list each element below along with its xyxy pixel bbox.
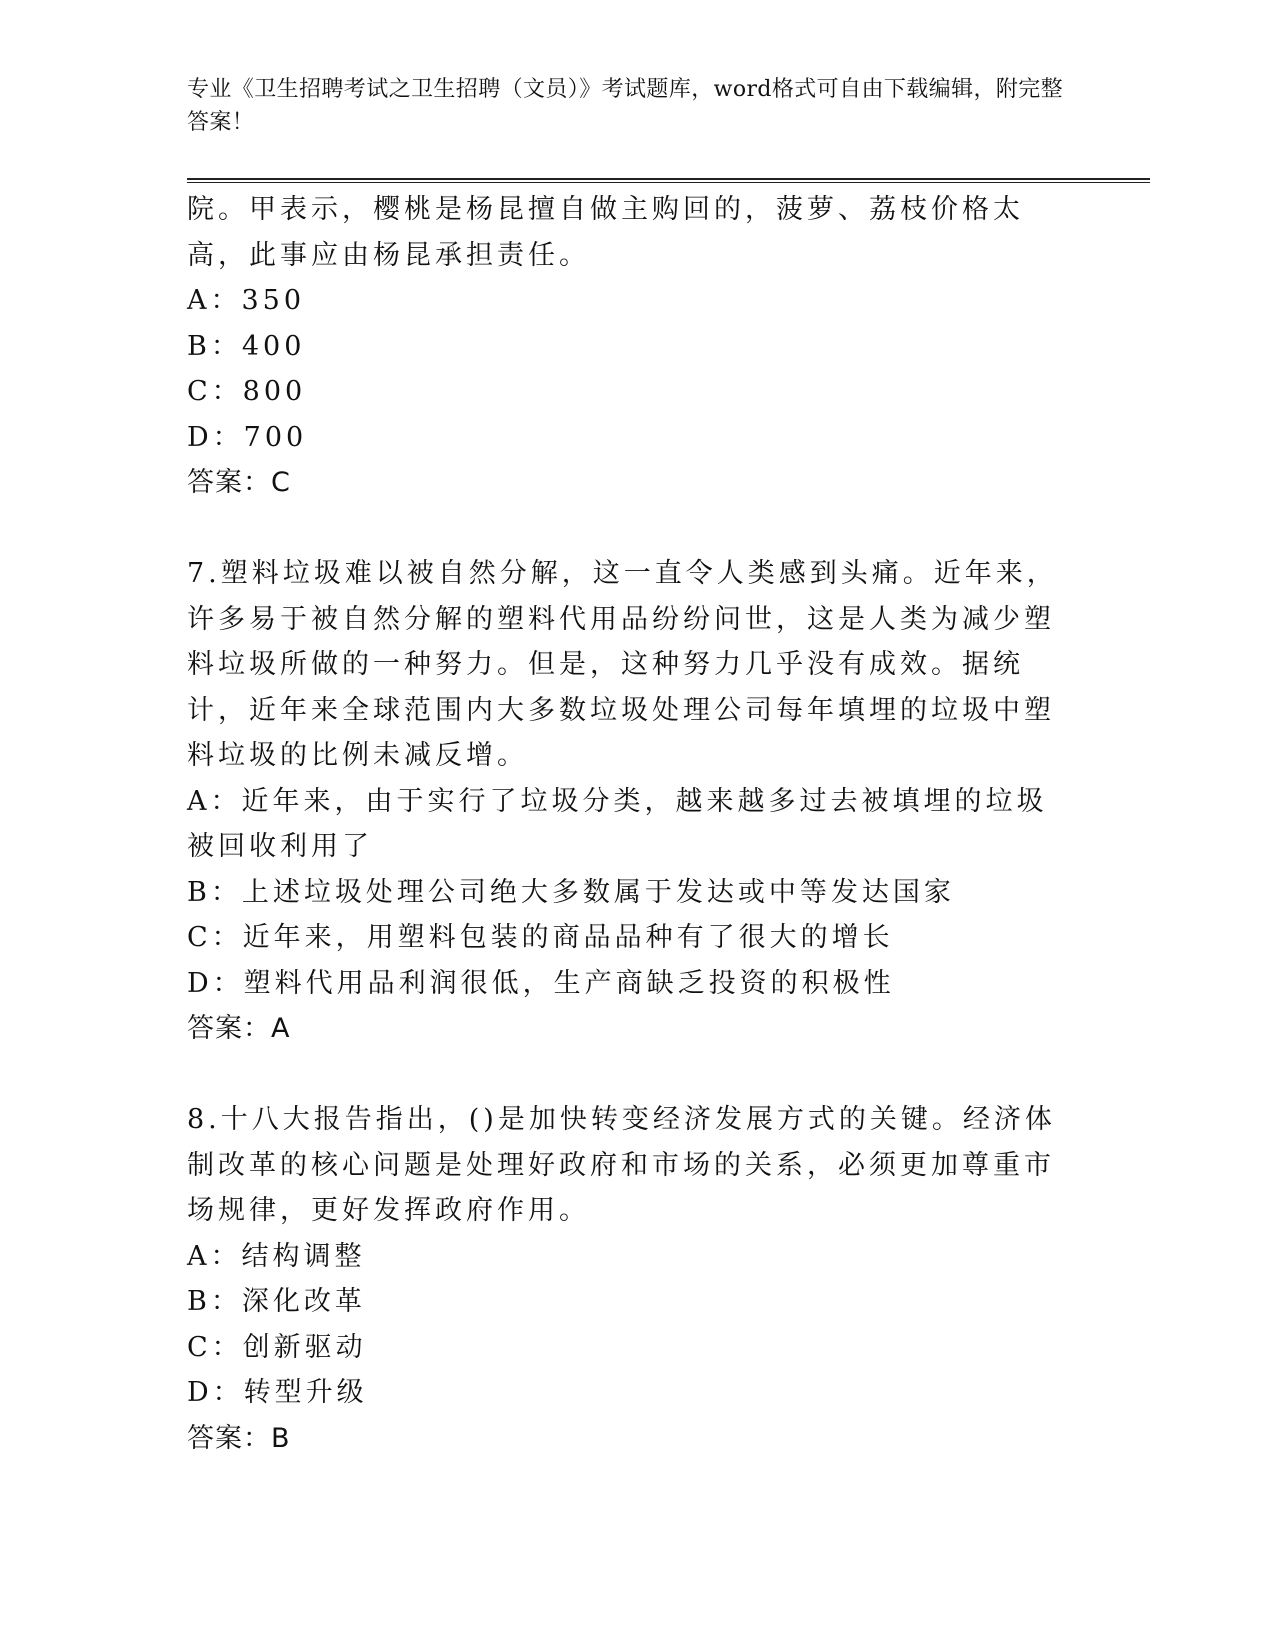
header-text: 专业《卫生招聘考试之卫生招聘（文员）》考试题库，word格式可自由下载编辑，附完整答案！	[187, 77, 1064, 135]
option-c: C：创新驱动	[187, 1331, 367, 1363]
question-spacer	[187, 1052, 1067, 1098]
page-header	[187, 73, 1067, 139]
option-a: A：结构调整	[187, 1240, 366, 1272]
option-c: C：800	[187, 376, 307, 407]
question-stem: 7.塑料垃圾难以被自然分解，这一直令人类感到头痛。近年来，许多易于被自然分解的塑料代用品纷纷问世，这是人类为减少塑料垃圾所做的一种努力。但是，这种努力几乎没有成效。据统计，近年来全球范围内大多数垃圾处理公司每年填埋的垃圾中塑料垃圾的比例未减反增。	[187, 558, 1058, 771]
question-block	[187, 1097, 1067, 1461]
question-block	[187, 551, 1067, 1052]
question-list	[187, 187, 1067, 1461]
option-b: B：上述垃圾处理公司绝大多数属于发达或中等发达国家	[187, 876, 955, 908]
answer-line: 答案：C	[187, 467, 291, 498]
question-stem: 8.十八大报告指出，()是加快转变经济发展方式的关键。经济体制改革的核心问题是处理好政府和市场的关系，必须更加尊重市场规律，更好发挥政府作用。	[187, 1104, 1056, 1226]
question-block	[187, 187, 1067, 506]
question-stem: 院。甲表示，樱桃是杨昆擅自做主购回的，菠萝、荔枝价格太高，此事应由杨昆承担责任。	[187, 194, 1024, 271]
option-d: D：700	[187, 421, 308, 453]
option-a: A：350	[187, 285, 306, 316]
option-d: D：转型升级	[187, 1377, 368, 1408]
option-c: C：近年来，用塑料包装的商品品种有了很大的增长	[187, 922, 894, 953]
option-d: D：塑料代用品利润很低，生产商缺乏投资的积极性	[187, 967, 895, 999]
option-a: A：近年来，由于实行了垃圾分类，越来越多过去被填埋的垃圾被回收利用了	[187, 785, 1048, 862]
option-b: B：400	[187, 330, 306, 362]
option-b: B：深化改革	[187, 1286, 366, 1317]
header-divider	[187, 178, 1150, 183]
question-spacer	[187, 506, 1067, 552]
answer-line: 答案：A	[187, 1013, 291, 1044]
answer-line: 答案：B	[187, 1422, 291, 1454]
